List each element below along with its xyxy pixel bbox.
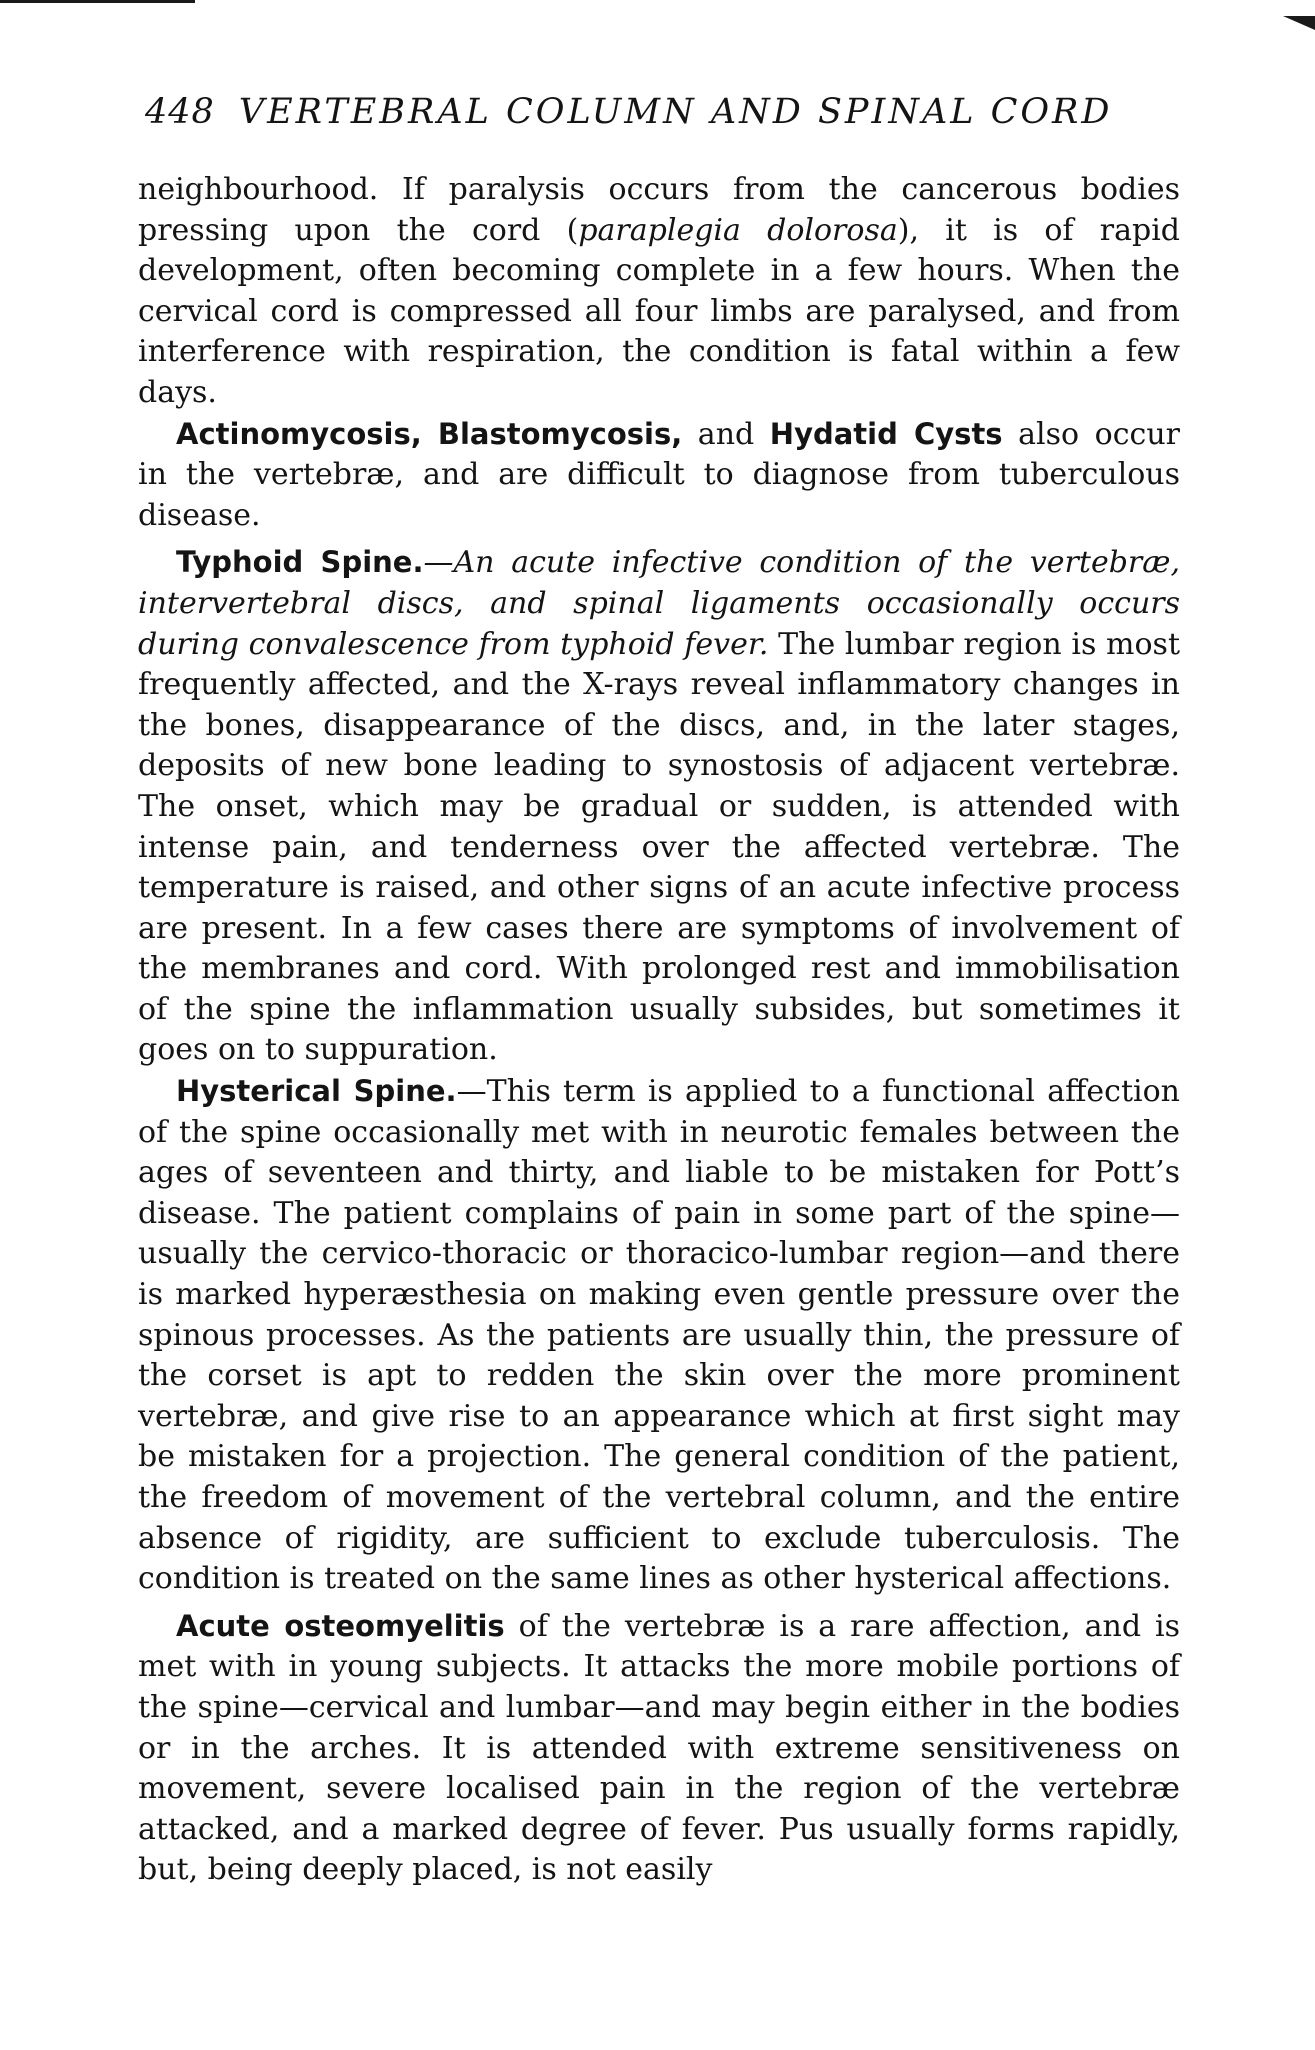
running-head (145, 92, 1180, 132)
page-number: 448 (145, 92, 215, 132)
italic-definition: —An acute infective condition of the vertebræ, intervertebral discs, and spinal ligaments occasionally occurs during convalescence from typhoid fever. (138, 545, 1180, 662)
italic-term: paraplegia dolorosa (578, 212, 898, 248)
paragraph-text: The lumbar region is most frequently affected, and the X-rays reveal inflammatory changes in the bones, disappearance of the discs, and, in the later stages, deposits of new bone leading to synostosis of adjacent vertebræ. The onset, which may be gradual or sudden, is attended with intense pain, and tenderness over the affected vertebræ. The temperature is raised, and other signs of an acute infective process are present. In a few cases there are symptoms of involvement of the membranes and cord. With prolonged rest and immobilisation of the spine the inflammation usually subsides, but sometimes it goes on to suppuration. (138, 626, 1180, 1068)
section-heading: Hydatid Cysts (769, 416, 1003, 451)
scan-edge-mark-right (1283, 16, 1315, 30)
paragraph-hysterical-spine (138, 1071, 1180, 1600)
paragraph-cancer-continuation (138, 170, 1180, 414)
paragraph-text: of the vertebræ is a rare affection, and is met with in young subjects. It attacks the more mobile portions of the spine—cervical and lumbar—and may begin either in the bodies or in the arches. It is attended with extreme sensitiveness on movement, severe localised pain in the region of the vertebræ attacked, and a marked degree of fever. Pus usually forms rapidly, but, being deeply placed, is not easily (138, 1608, 1180, 1888)
body-text (138, 170, 1180, 1891)
section-heading: Hysterical Spine. (176, 1074, 457, 1109)
paragraph-text: neighbourhood. If paralysis occurs from the cancerous bodies pressing upon the cord ( (138, 172, 1180, 248)
scan-edge-mark-left (0, 0, 195, 3)
paragraph-actinomycosis (138, 414, 1180, 537)
paragraph-typhoid-spine (138, 542, 1180, 1071)
paragraph-text: —This term is applied to a functional affection of the spine occasionally met with in neurotic females between the ages of seventeen and thirty, and liable to be mistaken for Pott’s disease. The patient complains of pain in some part of the spine—usually the cervico-thoracic or thoracico-lumbar region—and there is marked hyperæsthesia on making even gentle pressure over the spinous processes. As the patients are usually thin, the pressure of the corset is apt to redden the skin over the more prominent vertebræ, and give rise to an appearance which at first sight may be mistaken for a projection. The general condition of the patient, the freedom of movement of the vertebral column, and the entire absence of rigidity, are sufficient to exclude tuberculosis. The condition is treated on the same lines as other hysterical affections. (138, 1074, 1180, 1597)
section-heading: Actinomycosis, Blastomycosis, (176, 416, 683, 451)
section-heading: Typhoid Spine. (176, 545, 424, 580)
paragraph-text: also occur in the vertebræ, and are difficult to diagnose from tuberculous disease. (138, 416, 1180, 533)
paragraph-text: and (682, 416, 770, 452)
book-page (138, 92, 1180, 1891)
paragraph-acute-osteomyelitis (138, 1606, 1180, 1891)
paragraph-text: ), it is of rapid development, often becoming complete in a few hours. When the cervical cord is compressed all four limbs are paralysed, and from interference with respiration, the condition is fatal within a few days. (138, 212, 1180, 410)
running-head-title: VERTEBRAL COLUMN AND SPINAL CORD (238, 92, 1113, 132)
section-heading: Acute osteomyelitis (176, 1608, 505, 1643)
